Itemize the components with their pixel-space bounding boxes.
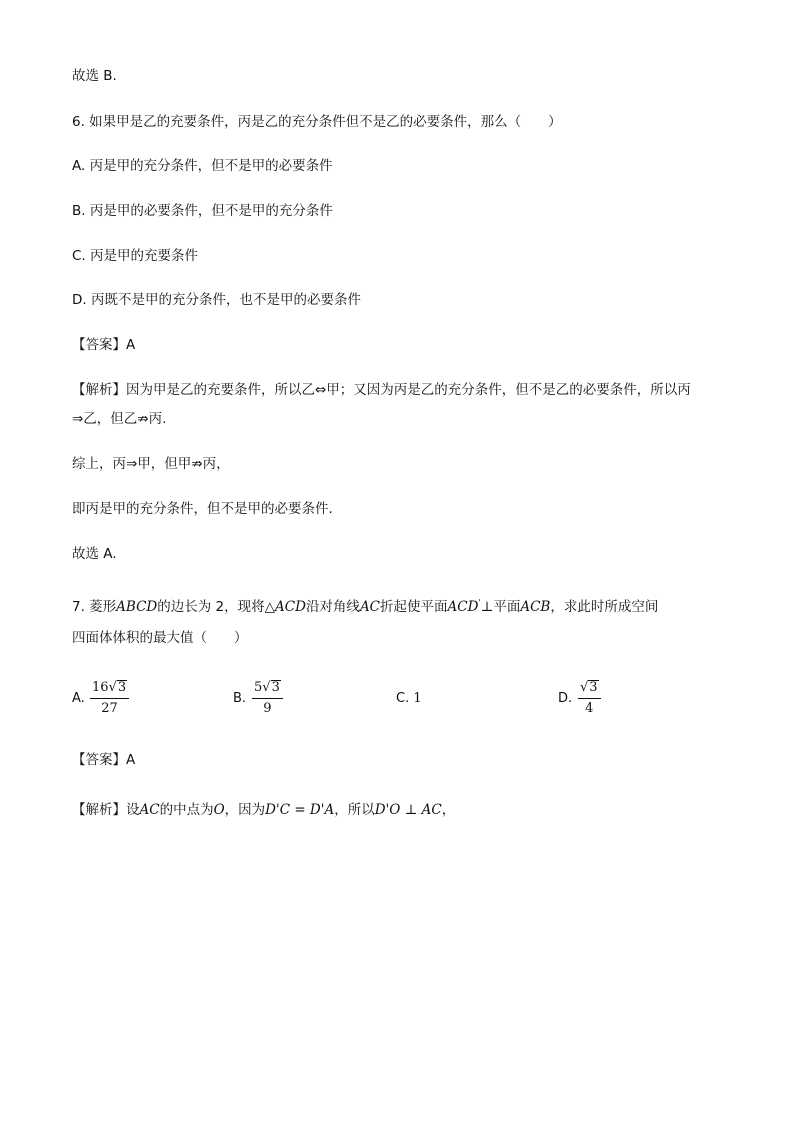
segment-ac: AC — [139, 802, 160, 818]
question-6-stem: 6. 如果甲是乙的充要条件，丙是乙的充分条件但不是乙的必要条件，那么（ ） — [72, 114, 562, 130]
question-7-option-d-label: D. — [558, 691, 573, 706]
question-6-option-c: C. 丙是甲的充要条件 — [72, 248, 199, 264]
stem-text: 7. 菱形 — [72, 599, 117, 615]
stem-text: ，求此时所成空间 — [550, 599, 659, 615]
fraction-numerator: √3 — [578, 679, 601, 699]
question-6-answer: 【答案】A — [72, 337, 136, 353]
question-7-option-a-label: A. — [72, 691, 85, 706]
question-7-stem-line-1 — [72, 593, 658, 617]
plane-acb-label: ACB — [520, 599, 551, 615]
option-label: C. — [396, 691, 410, 706]
question-6-option-d: D. 丙既不是甲的充分条件，也不是甲的必要条件 — [72, 292, 361, 308]
rhombus-label: ABCD — [116, 599, 158, 615]
fraction-numerator: 16√3 — [90, 679, 129, 699]
analysis-text: ，因为 — [224, 802, 266, 818]
question-7-option-c — [396, 691, 422, 706]
question-6-conclusion: 故选 A. — [72, 546, 117, 562]
perpendicular-symbol: ⊥ — [480, 599, 494, 615]
point-o: O — [213, 802, 225, 818]
stem-text: 折起使平面 — [380, 599, 448, 615]
stem-text: 沿对角线 — [305, 599, 360, 615]
triangle-label: △ACD — [264, 599, 306, 615]
stem-text: 平面 — [493, 599, 521, 615]
question-6-analysis-line-3: 综上，丙⇒甲，但甲⇏丙， — [72, 456, 230, 472]
perpendicular-expression: D'O ⊥ AC — [374, 802, 442, 818]
equation-dc-da: D'C = D'A — [265, 802, 335, 818]
question-6-option-a: A. 丙是甲的充分条件，但不是甲的必要条件 — [72, 158, 333, 174]
diagonal-label: AC — [359, 599, 381, 615]
question-6-analysis-line-4: 即丙是甲的充分条件，但不是甲的必要条件. — [72, 501, 333, 517]
fraction-numerator: 5√3 — [252, 679, 283, 699]
question-7-answer: 【答案】A — [72, 752, 136, 768]
question-6-analysis-line-1: 【解析】因为甲是乙的充要条件，所以乙⇔甲；又因为丙是乙的充分条件，但不是乙的必要条件，所以丙 — [72, 382, 691, 398]
fraction-denominator: 9 — [263, 701, 272, 716]
question-7-analysis — [72, 800, 455, 820]
analysis-text: 的中点为 — [159, 802, 214, 818]
analysis-text: ， — [441, 802, 456, 818]
question-7-option-d-fraction — [578, 679, 601, 718]
stem-text: 的边长为 2，现将 — [157, 599, 265, 615]
fraction-denominator: 27 — [101, 701, 118, 716]
analysis-text: ，所以 — [334, 802, 375, 818]
previous-conclusion: 故选 B. — [72, 68, 117, 84]
question-6-option-b: B. 丙是甲的必要条件，但不是甲的充分条件 — [72, 203, 333, 219]
question-7-option-a-fraction — [90, 679, 129, 718]
question-7-option-b-label: B. — [233, 691, 247, 706]
question-7-stem-line-2: 四面体体积的最大值（ ） — [72, 630, 248, 646]
option-value: 1 — [413, 691, 422, 706]
question-7-option-b-fraction — [252, 679, 283, 718]
analysis-text: 【解析】设 — [72, 802, 140, 818]
prime-mark: ' — [478, 598, 481, 607]
fraction-denominator: 4 — [585, 701, 594, 716]
plane-acd-label: ACD — [447, 599, 479, 615]
question-6-analysis-line-2: ⇒乙，但乙⇏丙. — [72, 411, 167, 427]
